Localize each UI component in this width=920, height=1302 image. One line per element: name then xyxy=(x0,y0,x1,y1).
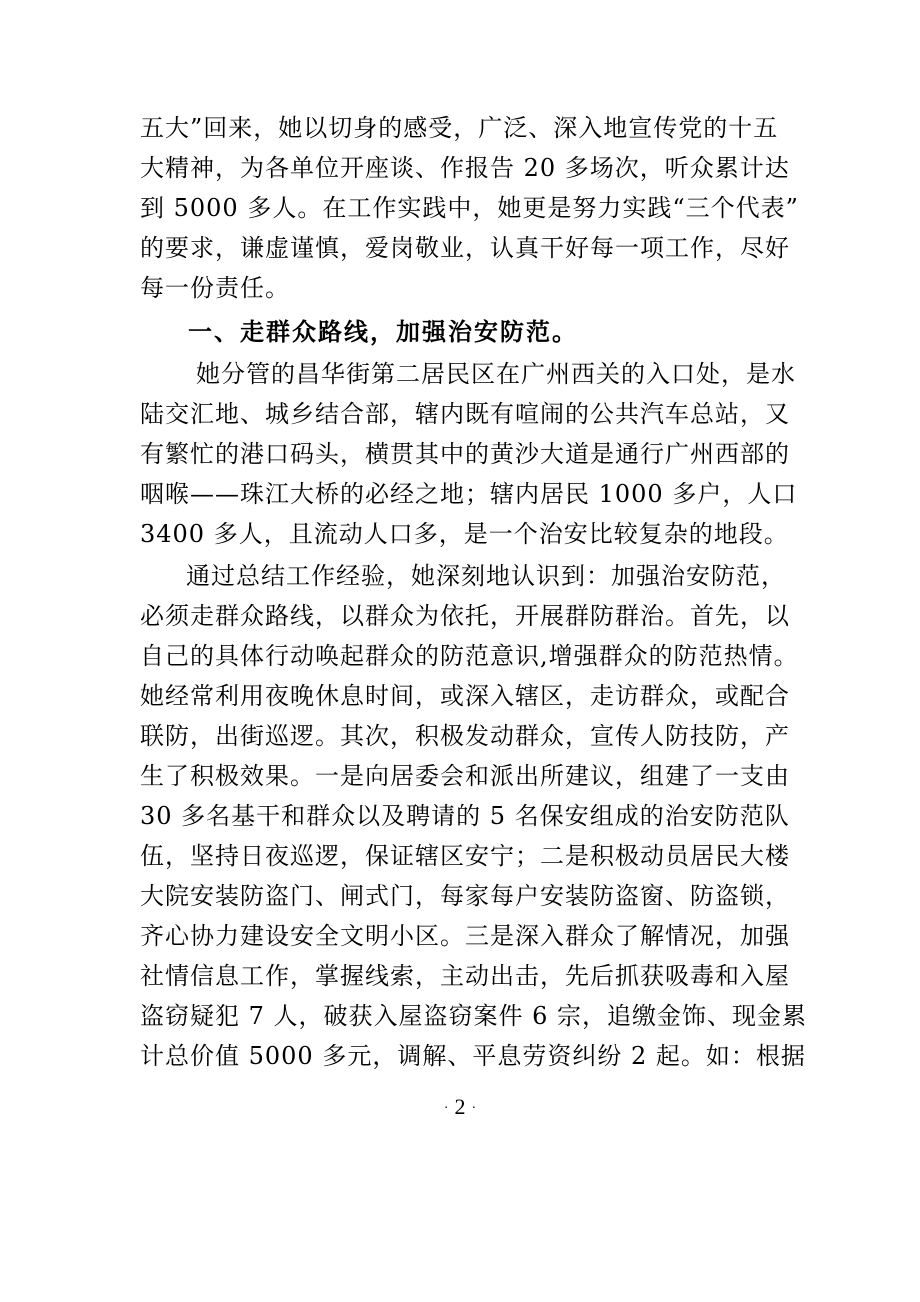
paragraph-line: 陆交汇地、城乡结合部，辖内既有喧闹的公共汽车总站，又 xyxy=(140,400,790,428)
section-heading: 一、走群众路线，加强治安防范。 xyxy=(188,318,578,346)
paragraph-line: 自己的具体行动唤起群众的防范意识,增强群众的防范热情。 xyxy=(140,642,799,670)
paragraph-line: 每一份责任。 xyxy=(140,274,290,302)
paragraph-line: 的要求，谦虚谨慎，爱岗敬业，认真干好每一项工作，尽好 xyxy=(140,234,790,262)
paragraph-line: 咽喉——珠江大桥的必经之地；辖内居民 1000 多户，人口 xyxy=(140,480,798,508)
paragraph-line: 30 多名基干和群众以及聘请的 5 名保安组成的治安防范队 xyxy=(140,802,790,830)
paragraph-line: 生了积极效果。一是向居委会和派出所建议，组建了一支由 xyxy=(140,762,790,790)
paragraph-line: 伍，坚持日夜巡逻，保证辖区安宁；二是积极动员居民大楼 xyxy=(140,842,790,870)
paragraph-line: 必须走群众路线，以群众为依托，开展群防群治。首先，以 xyxy=(140,602,790,630)
page-number-dot-right: · xyxy=(471,1100,477,1116)
paragraph-line: 到 5000 多人。在工作实践中，她更是努力实践“三个代表” xyxy=(140,194,799,222)
paragraph-line: 有繁忙的港口码头，横贯其中的黄沙大道是通行广州西部的 xyxy=(140,440,790,468)
paragraph-line: 大院安装防盗门、闸式门，每家每户安装防盗窗、防盗锁， xyxy=(140,882,790,910)
paragraph-line: 盗窃疑犯 7 人，破获入屋盗窃案件 6 宗，追缴金饰、现金累 xyxy=(140,1002,808,1030)
paragraph-line: 五大”回来，她以切身的感受，广泛、深入地宣传党的十五 xyxy=(140,114,779,142)
page-number xyxy=(0,1092,920,1124)
page-number-dot-left: · xyxy=(443,1100,449,1116)
paragraph-line: 齐心协力建设安全文明小区。三是深入群众了解情况，加强 xyxy=(140,922,790,950)
paragraph-line: 她经常利用夜晚休息时间，或深入辖区，走访群众，或配合 xyxy=(140,682,790,710)
paragraph-line: 3400 多人，且流动人口多，是一个治安比较复杂的地段。 xyxy=(140,520,789,548)
paragraph-line: 联防，出街巡逻。其次，积极发动群众，宣传人防技防，产 xyxy=(140,722,790,750)
paragraph-line: 计总价值 5000 多元，调解、平息劳资纠纷 2 起。如：根据 xyxy=(140,1042,806,1070)
page-number-value: 2 xyxy=(454,1094,466,1119)
paragraph-line: 社情信息工作，掌握线索，主动出击，先后抓获吸毒和入屋 xyxy=(140,962,790,990)
paragraph-line: 通过总结工作经验，她深刻地认识到：加强治安防范， xyxy=(186,562,786,590)
paragraph-line: 大精神，为各单位开座谈、作报告 20 多场次，听众累计达 xyxy=(140,154,790,182)
paragraph-line: 她分管的昌华街第二居民区在广州西关的入口处，是水 xyxy=(196,360,796,388)
